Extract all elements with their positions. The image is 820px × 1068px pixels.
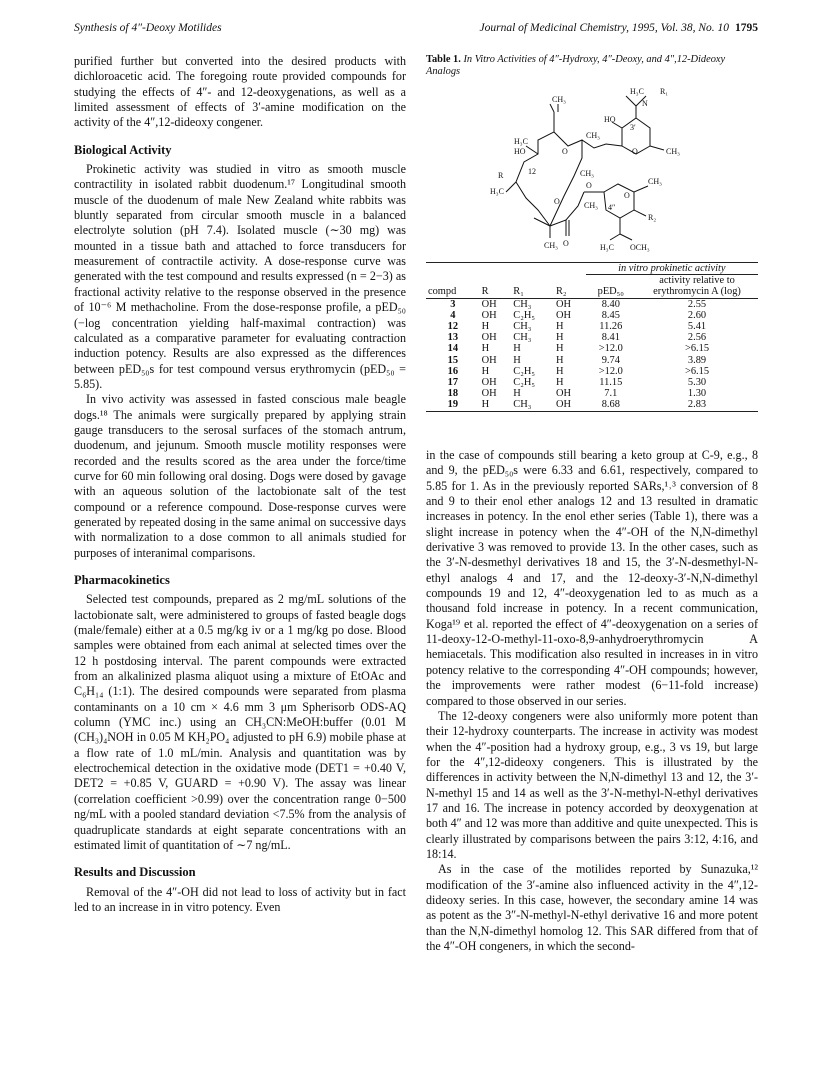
table-header: activity relative to erythromycin A (log)	[636, 275, 758, 298]
table-cell: C₂H₅	[513, 365, 535, 377]
table-cell: 18	[447, 388, 459, 400]
table-cell: H	[555, 354, 564, 366]
structure-label: R	[498, 171, 504, 180]
table-cell: 11.15	[599, 377, 623, 389]
table-row	[426, 343, 758, 354]
paragraph: Removal of the 4″-OH did not lead to loss of activity but in fact led to an increase in in vitro potency. Even	[74, 884, 406, 914]
table-cell: H	[513, 388, 521, 400]
table-cell: 5.30	[687, 377, 707, 389]
table-cell: 2.55	[687, 298, 707, 310]
table-cell: OH	[481, 354, 497, 366]
header-title: Synthesis of 4″-Deoxy Motilides	[74, 22, 222, 34]
table-cell: H	[513, 343, 521, 355]
table-cell: 5.41	[687, 321, 707, 333]
table-cell: 8.45	[601, 309, 620, 321]
structure-label: R₂	[648, 213, 657, 222]
structure-label: CH₃	[666, 147, 680, 156]
structure-label: R₁	[660, 88, 669, 96]
structure-label: H₃C	[490, 187, 504, 196]
table-row	[426, 377, 758, 388]
structure-label: 4″	[608, 203, 616, 212]
section-heading-results: Results and Discussion	[74, 865, 196, 880]
table-cell: OH	[555, 309, 571, 321]
table-row	[426, 366, 758, 377]
table-cell: >6.15	[684, 343, 710, 355]
table-group-header: in vitro prokinetic activity	[586, 263, 758, 275]
table-row	[426, 355, 758, 366]
table-header: R	[480, 275, 512, 298]
table-cell: 16	[447, 365, 459, 377]
table-cell: H	[555, 343, 564, 355]
table-cell: H	[481, 321, 490, 333]
table-cell: 11.26	[599, 321, 623, 333]
table-cell: >12.0	[598, 343, 623, 355]
table-cell: 4	[450, 309, 456, 321]
table-row	[426, 332, 758, 343]
paragraph: in the case of compounds still bearing a keto group at C-9, e.g., 8 and 9, the pED₅₀s were 6.33 and 6.61, respectively, compared to 5.85 for 1. As in the previously reported SARs,¹˒³ conversion of 8 and 9 to their enol ether analogs 12 and 13 resulted in dramatic increases in potency. In the enol ether series (Table 1), there was a slight increase in potency when the 4″-OH of the N,N-dimethyl derivative 3 was removed to provide 13. In the other cases, such as the 3′-N-desmethyl derivatives 18 and 15, the 3′-N-desmethyl-N-ethyl analogs 4 and 17, and the 12-deoxy-3′-N,N-dimethyl compounds 19 and 12, 4″-deoxygenation led to as much as a thousand fold increase in potency. In a recent communication, Koga¹⁹ et al. reported the effect of 4″-deoxygenation on a series of 11-deoxy-12-O-methyl-11-oxo-8,9-anhydroerythromycin A hemiacetals. This modification also resulted in increases in in vitro potency relative to the corresponding 4″-OH compounds; however, the improvements were rather modest (6−11-fold increase) compared to those observed in our series.	[426, 448, 758, 708]
table-cell: 3	[450, 298, 456, 310]
structure-label: CH₃	[586, 131, 600, 140]
table-cell: 14	[447, 343, 459, 355]
table-cell: 3.89	[687, 354, 707, 366]
table-cell: 8.68	[586, 399, 636, 411]
section-heading-pharmacokinetics: Pharmacokinetics	[74, 573, 170, 587]
structure-label: H₃C	[600, 243, 614, 252]
right-column	[426, 448, 758, 954]
structure-label: H₃C	[630, 88, 644, 96]
structure-label: O	[632, 147, 638, 156]
table-cell: 1.30	[687, 388, 707, 400]
structure-label: HO	[604, 115, 616, 124]
section-heading-biological-activity: Biological Activity	[74, 142, 172, 157]
paragraph: In vivo activity was assessed in fasted conscious male beagle dogs.¹⁸ The animals were surgically prepared by applying strain gauge transducers to the serosal surfaces of the stomach antrum, duodenum, and jejunum. Smooth muscle motility responses were recorded and the results scored as the area under the force/time curve for 60 min following oral dosing. Dogs were dosed by gavage with an aqueous solution of the lactobionate salt of the test compound or a reference compound. Dose-response curves were generated by repeated dosing in the same animal on successive days with normalization to a dose common to all animals studied for purposes of interanimal comparisons.	[74, 392, 406, 560]
table-cell: H	[555, 377, 564, 389]
table-cell: H	[480, 399, 512, 411]
paragraph: Selected test compounds, prepared as 2 mg/mL solutions of the lactobionate salt, were administered to groups of fasted beagle dogs (male/female) either at a 0.5 mg/kg iv or a 1 mg/kg po dose. Blood samples were obtained from each animal at selected times over the 12 h postdosing interval. The parent compounds were extracted from an alkalinized plasma aliquot using a mixture of EtOAc and C₆H₁₄ (1:1). The desired compounds were separated from plasma contaminants on a 10 cm × 4.6 mm 3 μm Spherisorb ODS-AQ column (YMC inc.) using an CH₃CN:MeOH:buffer (0.01 M (CH₃)₄NOH in 0.05 M KH₂PO₄ adjusted to pH 6.9) mobile phase at a flow rate of 1.0 mL/min. Analysis and quantitation was by electrochemical detection in the oxidative mode (DET1 = +0.40 V, DET2 = +0.85 V, GUARD = +0.90 V). The assay was linear (correlation coefficient >0.99) over the concentration range 0−500 ng/mL with a pooled standard deviation <7.5% from the analysis of quadruplicate standards at eight separate concentrations with an estimated limit of quantitation of ∼7 ng/mL.	[74, 592, 406, 852]
structure-label: H₃C	[514, 137, 528, 146]
table-cell: 19	[426, 399, 480, 411]
table-cell: 17	[447, 377, 459, 389]
table-cell: 2.83	[636, 399, 758, 411]
table-cell: 12	[447, 321, 459, 333]
page-number: 1795	[735, 22, 758, 34]
table-row	[426, 310, 758, 321]
table-row	[426, 298, 758, 310]
table-cell: OH	[555, 298, 571, 310]
table-cell: 2.56	[687, 332, 707, 344]
left-column	[74, 54, 406, 915]
table-cell: H	[555, 365, 564, 377]
structure-label: O	[624, 191, 630, 200]
structure-label: 12	[528, 167, 536, 176]
table-header: pED₅₀	[586, 275, 636, 298]
structure-label: O	[554, 197, 560, 206]
structure-label: HO	[514, 147, 526, 156]
structure-label: O	[562, 147, 568, 156]
table-header: R₁	[511, 275, 554, 298]
table-cell: OH	[555, 388, 571, 400]
table-cell: >12.0	[598, 365, 623, 377]
table-cell: 15	[447, 354, 459, 366]
table-caption	[426, 54, 758, 78]
structure-label: N	[642, 99, 648, 108]
chemical-structure	[454, 88, 724, 256]
paragraph: As in the case of the motilides reported by Sunazuka,¹² modification of the 3′-amine also influenced activity in the 4″,12-dideoxy series. In this case, however, the secondary amine 14 was as potent as the 3″-N-methyl-N-ethyl derivative 16 and more potent than the N,N-dimethyl homolog 12. This SAR differed from that of the 4″-OH congeners, in which the second-	[426, 862, 758, 953]
table-cell: H	[481, 343, 490, 355]
running-header	[74, 22, 758, 42]
paragraph: purified further but converted into the desired products with dichloroacetic acid. The foregoing route provided compounds for studying the effects of 4″- and 12-deoxygenations, as well as a limited assessment of effects of 3′-amine modification on the activity of the 4″,12-dideoxy congener.	[74, 54, 406, 130]
table-cell: CH₃	[513, 298, 532, 310]
structure-label: O	[563, 239, 569, 248]
structure-label: CH₃	[580, 169, 594, 178]
structure-label: O	[586, 181, 592, 190]
table-cell: 2.60	[687, 309, 707, 321]
table-cell: OH	[554, 399, 586, 411]
activity-table	[426, 262, 758, 412]
structure-label: OCH₃	[630, 243, 650, 252]
structure-label: CH₃	[648, 177, 662, 186]
table-cell: H	[555, 332, 564, 344]
table-header: compd	[426, 275, 480, 298]
table-cell: OH	[481, 309, 497, 321]
table-cell: C₂H₅	[513, 377, 535, 389]
table-cell: 7.1	[604, 388, 618, 400]
table-cell: CH₃	[511, 399, 554, 411]
structure-label: CH₃	[584, 201, 598, 210]
structure-label: CH₃	[552, 95, 566, 104]
table-caption-text: In Vitro Activities of 4″-Hydroxy, 4″-Deoxy, and 4″,12-Dideoxy Analogs	[426, 54, 726, 77]
table-cell: 9.74	[601, 354, 620, 366]
table-row	[426, 399, 758, 411]
table-cell: H	[513, 354, 521, 366]
table-cell: OH	[481, 377, 497, 389]
table-cell: H	[555, 321, 564, 333]
table-cell: CH₃	[513, 321, 532, 333]
journal-citation: Journal of Medicinal Chemistry, 1995, Vol. 38, No. 10	[479, 22, 729, 34]
table-cell: C₂H₅	[513, 309, 535, 321]
table-cell: 8.40	[601, 298, 620, 310]
table-cell: >6.15	[684, 365, 710, 377]
paragraph: Prokinetic activity was studied in vitro as smooth muscle contractility in isolated rabbit duodenum.¹⁷ Longitudinal smooth muscle of the duodenum of male New Zealand white rabbits was bluntly separated from circular smooth muscle in a balanced electrolyte solution (pH 7.4). Isolated muscle (∼30 mg) was mounted in a tissue bath and attached to force transducers for measurement of contractile activity. A dose-response curve was generated with the test compound and results expressed (n = 2−3) as fractional activity relative to the response observed in the presence of 10⁻⁶ M methacholine. From the dose-response profile, a pED₅₀ (−log concentration yielding half-maximal contraction) was calculated as a comparative parameter for evaluating contraction induction potency. Results are also expressed as the differences between pED₅₀s for test compound versus erythromycin (pED₅₀ = 5.85).	[74, 162, 406, 391]
table-cell: 13	[447, 332, 459, 344]
table-cell: OH	[481, 298, 497, 310]
structure-label: 3′	[630, 123, 636, 132]
table-cell: OH	[481, 332, 497, 344]
paragraph: The 12-deoxy congeners were also uniformly more potent than their 12-hydroxy counterparts. The increase in activity was modest when the 4″-position had a hydroxy group, e.g., 3 vs 19, but large for the 4″,12-dideoxy congeners. This is illustrated by the differences in activity between the N,N-dimethyl 13 and 12, the 3′-N-methyl 15 and 14 as well as the 3′-N-methyl-N-ethyl derivatives 17 and 16. The increase in potency accorded by deoxygenation at both 4″ and 12 was more than additive and quite unexpected. This is clearly illustrated by comparisons between the pairs 3:12, 4:16, and 18:14.	[426, 708, 758, 861]
table-row	[426, 321, 758, 332]
header-journal	[480, 22, 758, 34]
table-caption-label: Table 1.	[426, 54, 461, 65]
structure-label: CH₃	[544, 241, 558, 250]
table-cell: H	[481, 365, 490, 377]
table-cell: OH	[481, 388, 497, 400]
table-cell: CH₃	[513, 332, 532, 344]
table-row	[426, 388, 758, 399]
table-cell: 8.41	[601, 332, 620, 344]
table-header: R₂	[554, 275, 586, 298]
